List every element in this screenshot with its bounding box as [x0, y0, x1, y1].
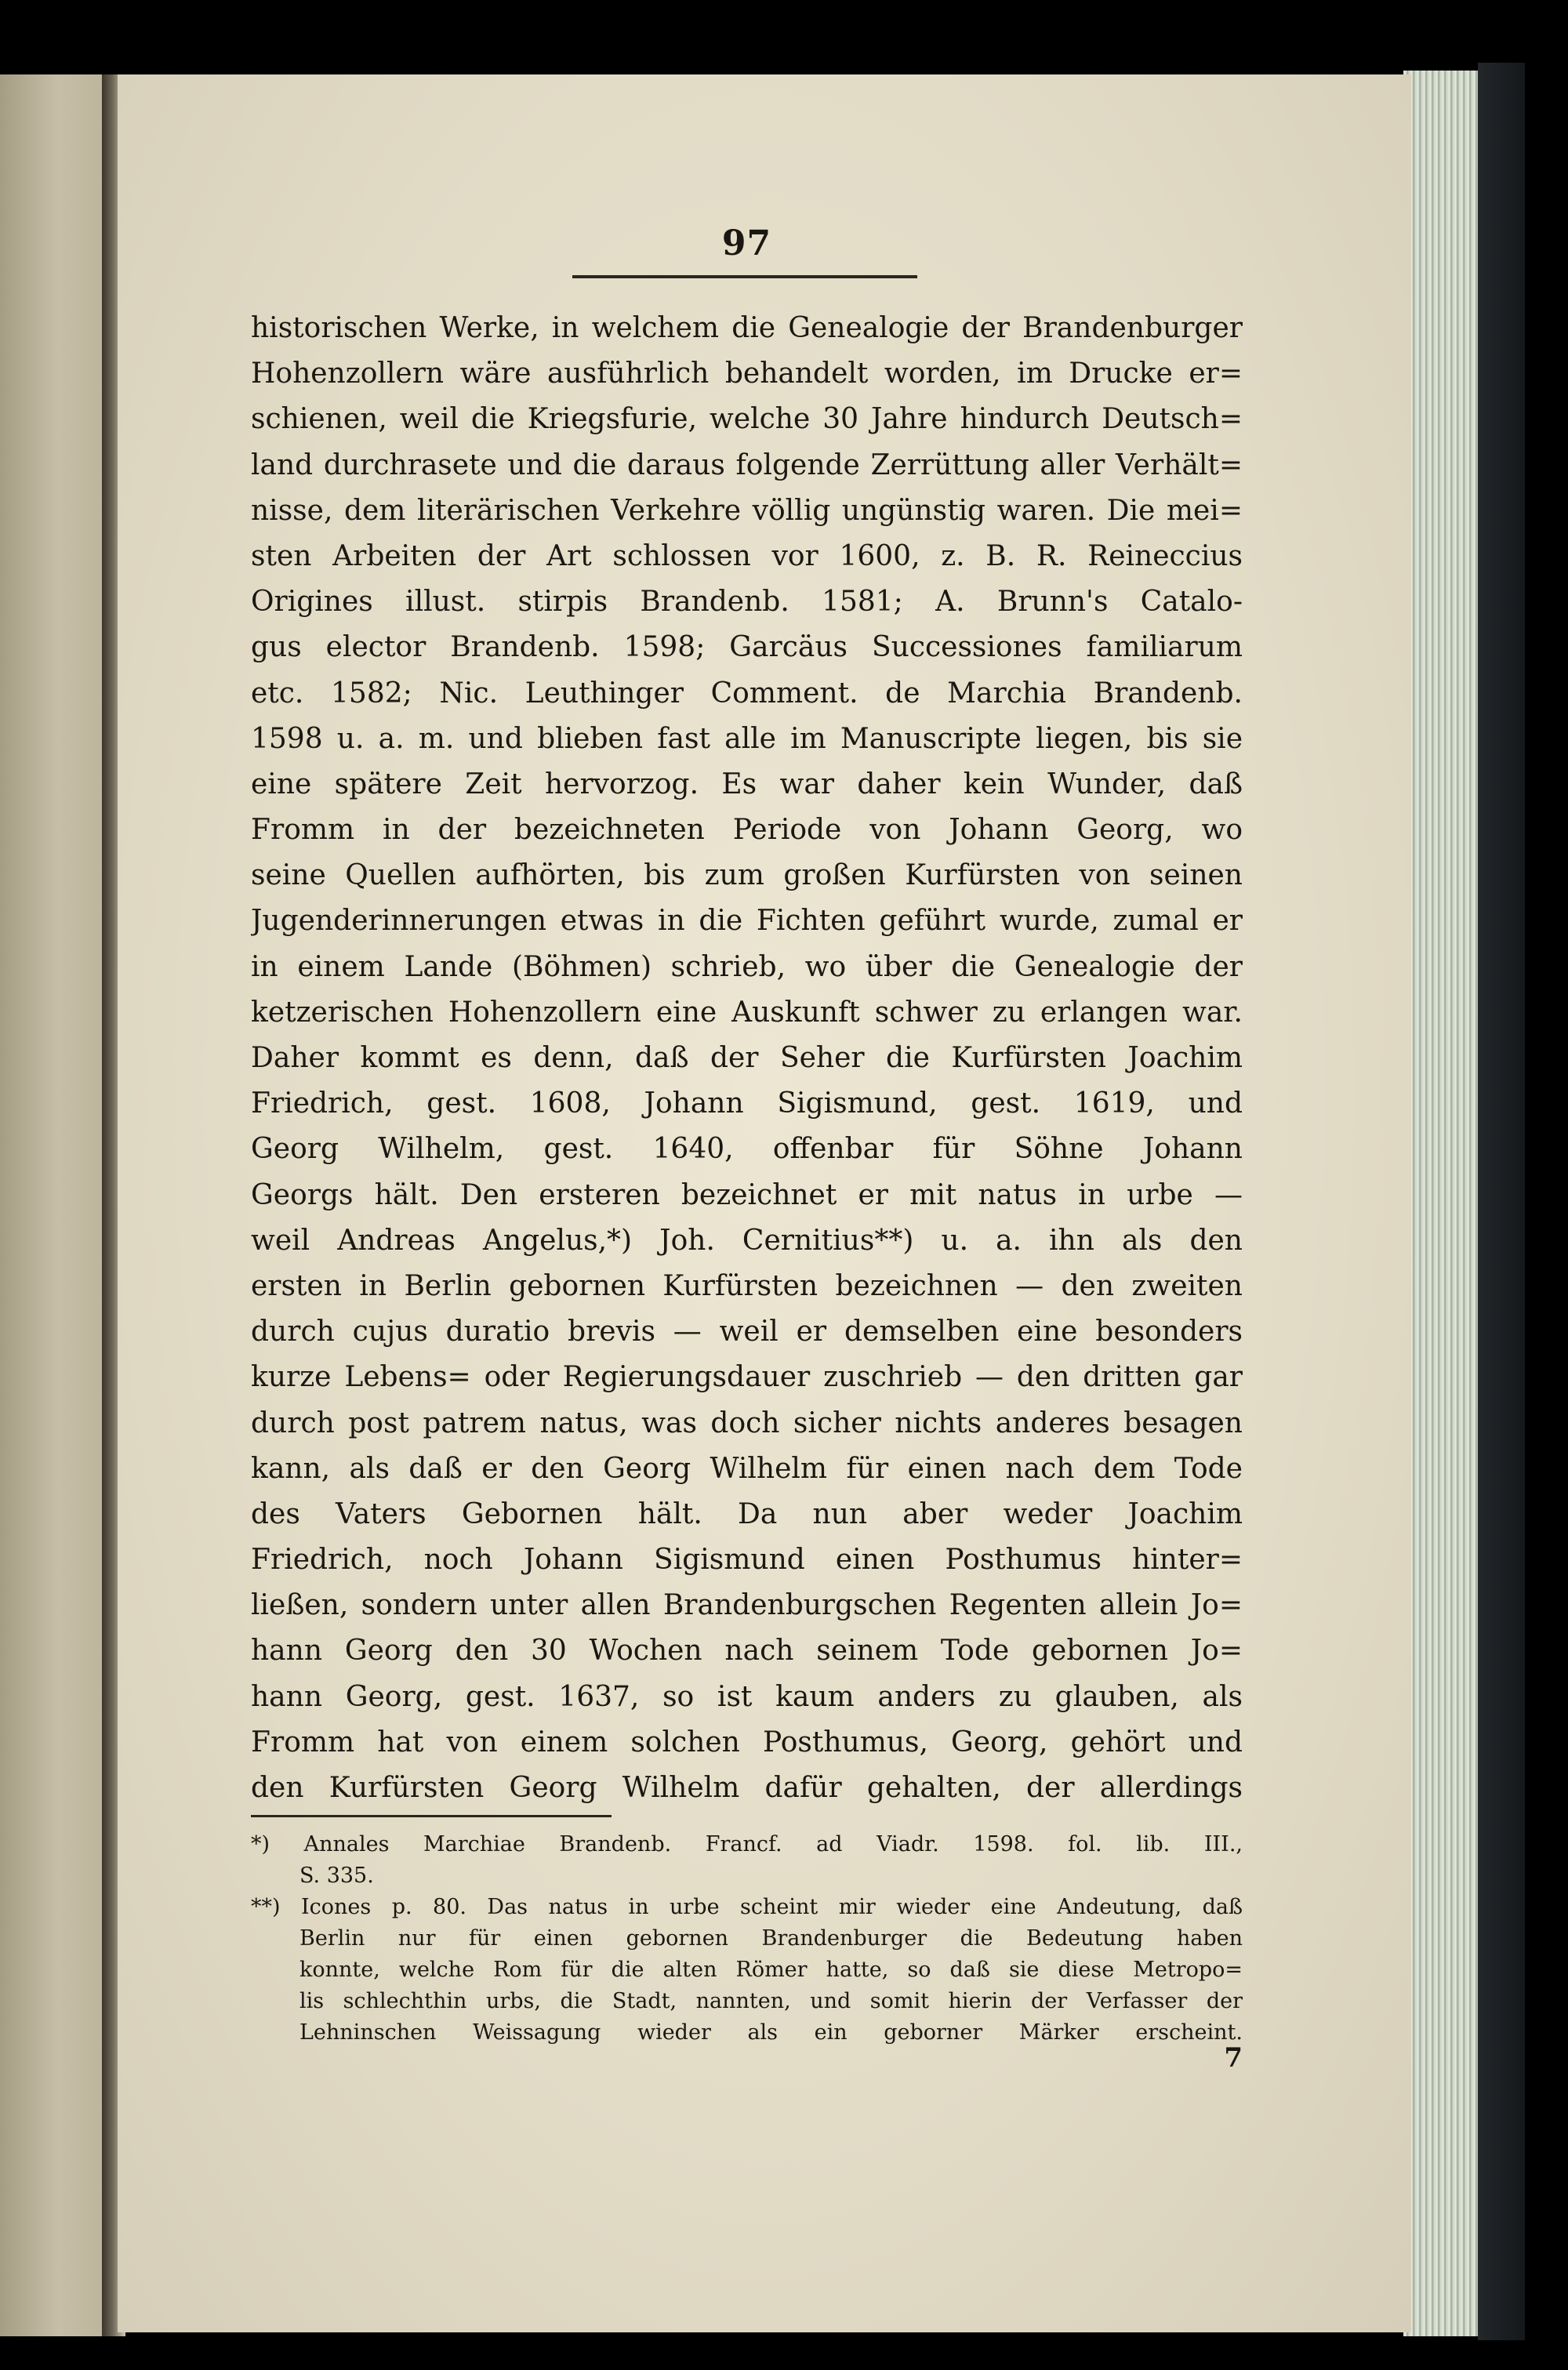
body-line: etc. 1582; Nic. Leuthinger Comment. de Marchia Brandenb.	[251, 677, 1243, 710]
footnote-line: lis schlechthin urbs, die Stadt, nannten, und somit hierin der Verfasser der	[299, 1989, 1243, 2013]
body-line: ersten in Berlin gebornen Kurfürsten bezeichnen — den zweiten	[251, 1269, 1243, 1302]
footnote-line: konnte, welche Rom für die alten Römer hatte, so daß sie diese Metropo=	[299, 1958, 1243, 1982]
body-line: schienen, weil die Kriegsfurie, welche 30 Jahre hindurch Deutsch=	[251, 403, 1243, 436]
body-line: des Vaters Gebornen hält. Da nun aber weder Joachim	[251, 1497, 1243, 1530]
body-line: weil Andreas Angelus,*) Joh. Cernitius**) u. a. ihn als den	[251, 1224, 1243, 1257]
body-line: Jugenderinnerungen etwas in die Fichten geführt wurde, zumal er	[251, 905, 1243, 938]
body-line: ließen, sondern unter allen Brandenburgschen Regenten allein Jo=	[251, 1589, 1243, 1622]
footnote-rule	[251, 1815, 612, 1817]
body-line: in einem Lande (Böhmen) schrieb, wo über die Genealogie der	[251, 950, 1243, 983]
body-line: Fromm hat von einem solchen Posthumus, Georg, gehört und	[251, 1726, 1243, 1758]
body-line: durch cujus duratio brevis — weil er demselben eine besonders	[251, 1316, 1243, 1348]
body-line: kann, als daß er den Georg Wilhelm für einen nach dem Tode	[251, 1452, 1243, 1485]
footnote-line: Berlin nur für einen gebornen Brandenburger die Bedeutung haben	[299, 1926, 1243, 1951]
body-line: sten Arbeiten der Art schlossen vor 1600, z. B. R. Reineccius	[251, 539, 1243, 572]
body-line: Fromm in der bezeichneten Periode von Johann Georg, wo	[251, 814, 1243, 847]
body-line: Friedrich, noch Johann Sigismund einen Posthumus hinter=	[251, 1544, 1243, 1577]
body-line: den Kurfürsten Georg Wilhelm dafür gehalten, der allerdings	[251, 1772, 1243, 1804]
body-line: Hohenzollern wäre ausführlich behandelt worden, im Drucke er=	[251, 357, 1243, 390]
body-line: Daher kommt es denn, daß der Seher die Kurfürsten Joachim	[251, 1042, 1243, 1074]
footnotes	[251, 1829, 1243, 2049]
body-line: Origines illust. stirpis Brandenb. 1581; A. Brunn's Catalo-	[251, 586, 1243, 619]
body-line: Georg Wilhelm, gest. 1640, offenbar für Söhne Johann	[251, 1133, 1243, 1166]
body-line: kurze Lebens= oder Regierungsdauer zuschrieb — den dritten gar	[251, 1361, 1243, 1394]
header-rule	[572, 275, 917, 278]
body-line: ketzerischen Hohenzollern eine Auskunft schwer zu erlangen war.	[251, 996, 1243, 1029]
page-edges	[1403, 71, 1478, 2336]
body-line: 1598 u. a. m. und blieben fast alle im Manuscripte liegen, bis sie	[251, 722, 1243, 755]
body-line: Georgs hält. Den ersteren bezeichnet er mit natus in urbe —	[251, 1178, 1243, 1211]
body-line: nisse, dem literärischen Verkehre völlig ungünstig waren. Die mei=	[251, 494, 1243, 527]
footnote-line: Lehninschen Weissagung wieder als ein geborner Märker erscheint.	[299, 2020, 1243, 2045]
footnote-line: *) Annales Marchiae Brandenb. Francf. ad Viadr. 1598. fol. lib. III.,	[251, 1832, 1243, 1856]
footnote-line: **) Icones p. 80. Das natus in urbe scheint mir wieder eine Andeutung, daß	[251, 1895, 1243, 1919]
book-cover-edge	[1478, 63, 1525, 2340]
body-line: gus elector Brandenb. 1598; Garcäus Successiones familiarum	[251, 631, 1243, 664]
body-line: hann Georg, gest. 1637, so ist kaum anders zu glauben, als	[251, 1680, 1243, 1713]
body-text	[251, 306, 1243, 1811]
page-number: 97	[721, 223, 772, 263]
footnote-line: S. 335.	[299, 1864, 374, 1888]
body-line: durch post patrem natus, was doch sicher nichts anderes besagen	[251, 1406, 1243, 1439]
previous-page-edge	[0, 74, 106, 2336]
body-line: historischen Werke, in welchem die Genealogie der Brandenburger	[251, 312, 1243, 344]
body-line: Friedrich, gest. 1608, Johann Sigismund, gest. 1619, und	[251, 1087, 1243, 1120]
body-line: seine Quellen aufhörten, bis zum großen Kurfürsten von seinen	[251, 859, 1243, 892]
body-line: eine spätere Zeit hervorzog. Es war daher kein Wunder, daß	[251, 768, 1243, 800]
body-line: hann Georg den 30 Wochen nach seinem Tode gebornen Jo=	[251, 1635, 1243, 1668]
signature-mark: 7	[1224, 2042, 1243, 2074]
body-line: land durchrasete und die daraus folgende Zerrüttung aller Verhält=	[251, 448, 1243, 481]
